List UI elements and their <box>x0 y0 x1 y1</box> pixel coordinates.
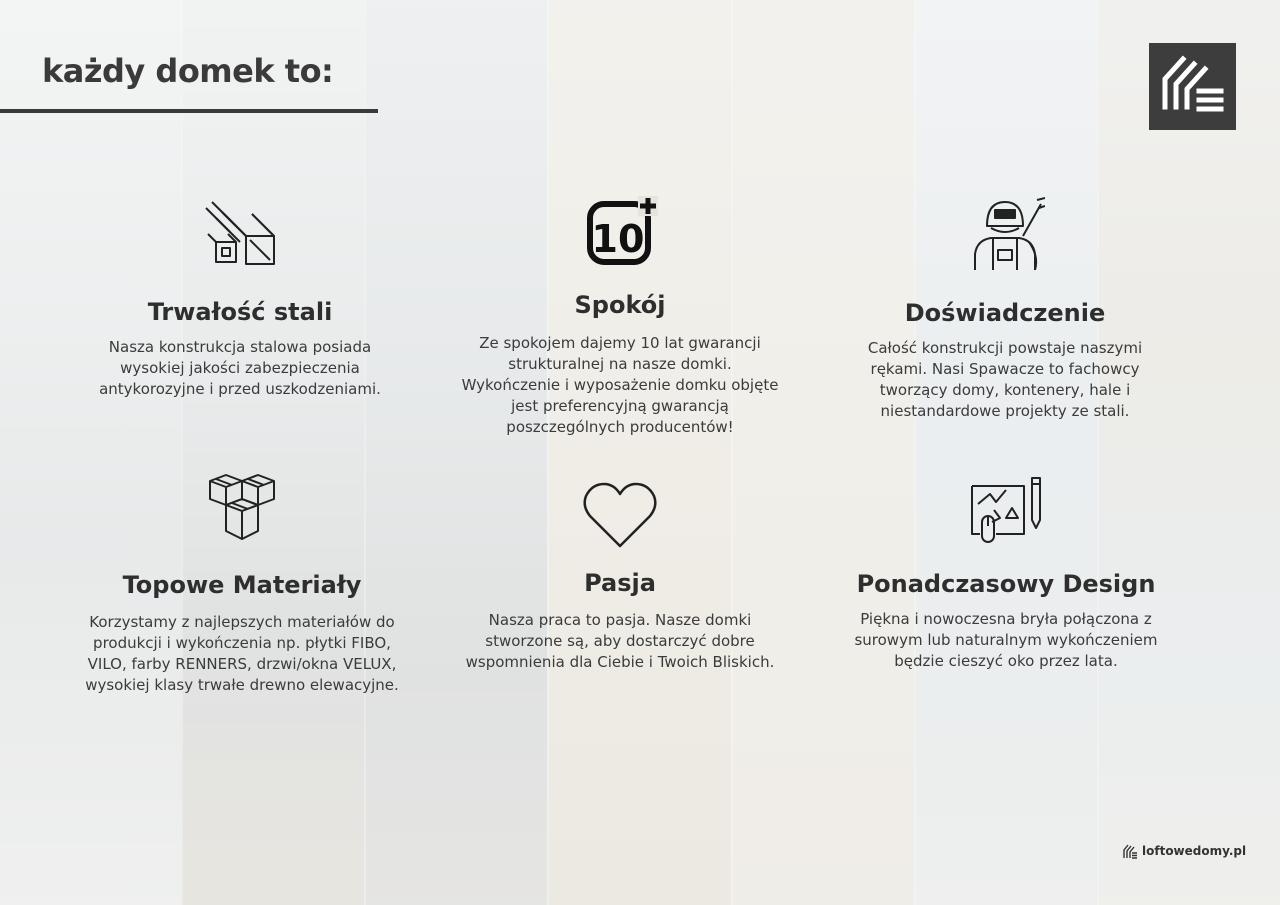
feature-experience <box>825 196 1185 422</box>
feature-title: Doświadczenie <box>904 299 1106 327</box>
design-blueprint-icon <box>966 472 1046 546</box>
feature-title: Trwałość stali <box>147 298 333 326</box>
feature-steel-durability <box>60 196 420 400</box>
boxes-icon <box>202 471 282 545</box>
brand-mark-icon <box>1122 843 1138 859</box>
feature-top-materials <box>62 471 422 696</box>
feature-timeless-design <box>826 472 1186 672</box>
steel-profiles-icon <box>200 196 280 270</box>
feature-description: Piękna i nowoczesna bryła połączona z surowym lub naturalnym wykończeniem będzie cieszyć oko przez lata. <box>854 610 1158 670</box>
feature-description: Korzystamy z najlepszych materiałów do produkcji i wykończenia np. płytki FIBO, VILO, farby RENNERS, drzwi/okna VELUX, wysokiej klasy trwałe drewno elewacyjne. <box>85 613 399 694</box>
brand-logo-icon <box>1149 43 1236 130</box>
website-footer[interactable] <box>1122 843 1246 859</box>
welder-icon <box>965 196 1045 270</box>
feature-title: Spokój <box>574 291 666 319</box>
feature-passion <box>440 478 800 673</box>
feature-description: Całość konstrukcji powstaje naszymi rękami. Nasi Spawacze to fachowcy tworzący domy, kontenery, hale i niestandardowe projekty ze stali. <box>867 339 1143 420</box>
feature-description: Nasza praca to pasja. Nasze domki stworzone są, aby dostarczyć dobre wspomnienia dla Ciebie i Twoich Bliskich. <box>465 611 775 671</box>
svg-text:10: 10 <box>591 217 645 261</box>
website-url[interactable]: loftowedomy.pl <box>1142 844 1247 858</box>
feature-description: Nasza konstrukcja stalowa posiada wysokiej jakości zabezpieczenia antykorozyjne i przed uszkodzeniami. <box>99 338 381 398</box>
feature-description: Ze spokojem dajemy 10 lat gwarancji strukturalnej na nasze domki. Wykończenie i wyposażenie domku objęte jest preferencyjną gwarancją poszczególnych producentów! <box>461 334 779 436</box>
feature-title: Pasja <box>584 569 656 597</box>
heading-underline <box>0 109 378 113</box>
page-heading: każdy domek to: <box>42 52 334 90</box>
feature-title: Ponadczasowy Design <box>856 570 1156 598</box>
ten-years-plus-icon <box>580 196 660 270</box>
feature-peace-of-mind <box>440 196 800 438</box>
feature-title: Topowe Materiały <box>122 571 362 599</box>
heart-icon <box>580 478 660 552</box>
